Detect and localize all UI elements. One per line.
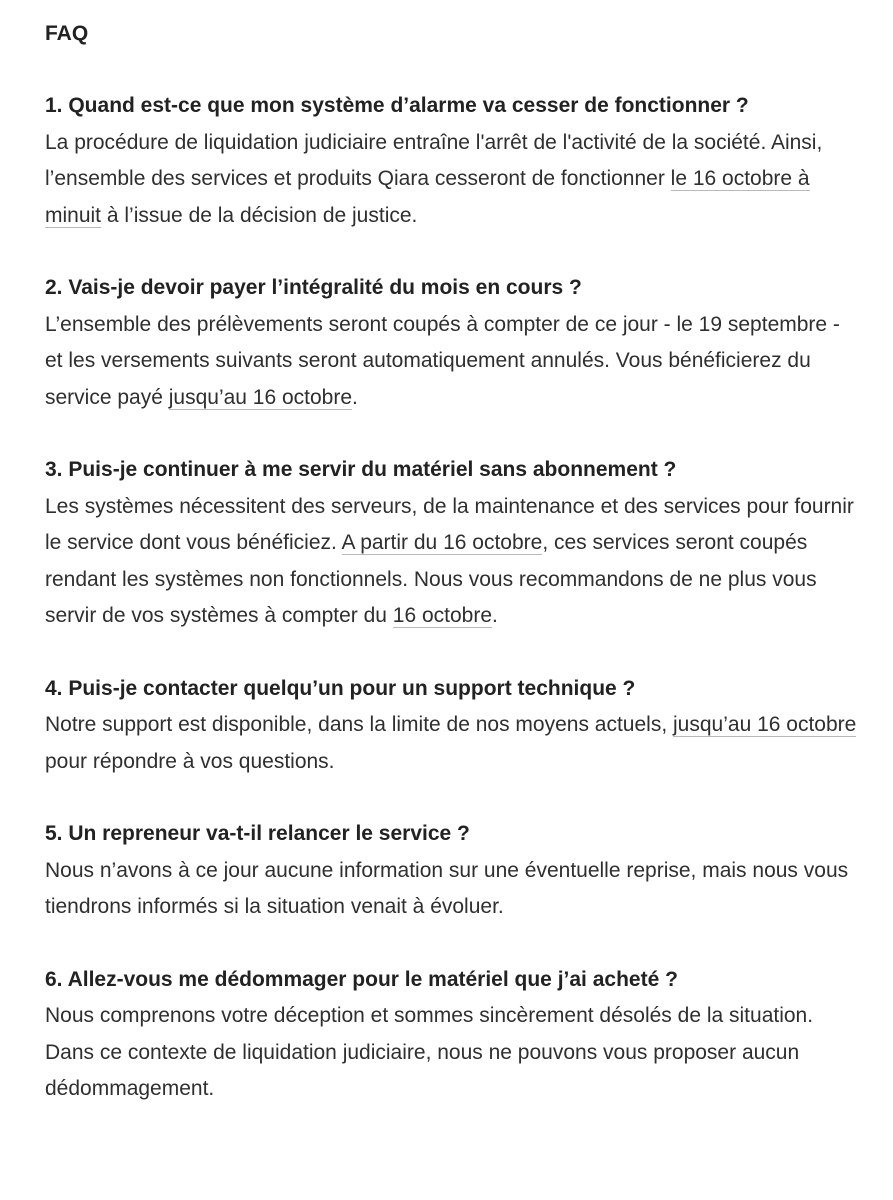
date-link[interactable]: jusqu’au 16 octobre (168, 385, 353, 409)
answer-text: , ces services seront coupés rendant les systèmes non fonctionnels. Nous vous recommandons de ne plus vous servir de vos systèmes à compter du (45, 531, 817, 627)
answer-text: Notre support est disponible, dans la limite de nos moyens actuels, (45, 713, 674, 736)
page-title: FAQ (45, 22, 89, 45)
faq-question: 1. Quand est-ce que mon système d’alarme va cesser de fonctionner ? (45, 94, 749, 117)
date-link[interactable]: A partir du 16 octobre (341, 531, 543, 554)
faq-item-3 (45, 452, 863, 635)
faq-answer: Nous n’avons à ce jour aucune information sur une éventuelle reprise, mais nous vous tiendrons informés si la situation venait à évoluer. (45, 858, 849, 918)
faq-question: 2. Vais-je devoir payer l’intégralité du mois en cours ? (45, 276, 582, 299)
date-link[interactable]: jusqu’au 16 octobre (673, 713, 857, 736)
answer-text: à l’issue de la décision de justice. (101, 203, 418, 227)
answer-text: . (352, 385, 358, 409)
faq-item-6 (45, 962, 863, 1108)
faq-answer (45, 489, 863, 635)
faq-item-4 (45, 671, 863, 781)
answer-text: L’ensemble des prélèvements seront coupés à compter de ce jour - le 19 septembre - et les versements suivants seront automatiquement annulés. Vous bénéficierez du service payé (45, 312, 840, 409)
faq-item-5 (45, 816, 863, 926)
faq-question: 3. Puis-je continuer à me servir du matériel sans abonnement ? (45, 458, 677, 481)
date-link[interactable]: 16 octobre (392, 604, 493, 627)
faq-question: 6. Allez-vous me dédommager pour le matériel que j’ai acheté ? (45, 967, 678, 991)
answer-text: . (492, 604, 498, 627)
faq-answer: Nous comprenons votre déception et sommes sincèrement désolés de la situation. Dans ce contexte de liquidation judiciaire, nous ne pouvons vous proposer aucun dédommagement. (45, 1004, 814, 1100)
faq-item-2 (45, 270, 863, 416)
answer-text: Les systèmes nécessitent des serveurs, de la maintenance et des services pour fournir le service dont vous bénéficiez. (45, 494, 854, 554)
faq-question: 5. Un repreneur va-t-il relancer le service ? (45, 822, 470, 845)
answer-text: La procédure de liquidation judiciaire entraîne l'arrêt de l'activité de la société. Ainsi, l’ensemble des services et produits Qiara cesseront de fonctionner (45, 130, 823, 190)
faq-item-1 (45, 88, 863, 234)
answer-text: pour répondre à vos questions. (45, 749, 335, 773)
faq-answer (45, 707, 863, 780)
faq-answer (45, 125, 863, 235)
faq-question: 4. Puis-je contacter quelqu’un pour un support technique ? (45, 676, 636, 700)
faq-answer (45, 307, 863, 417)
date-link[interactable]: le 16 octobre à minuit (45, 167, 810, 227)
